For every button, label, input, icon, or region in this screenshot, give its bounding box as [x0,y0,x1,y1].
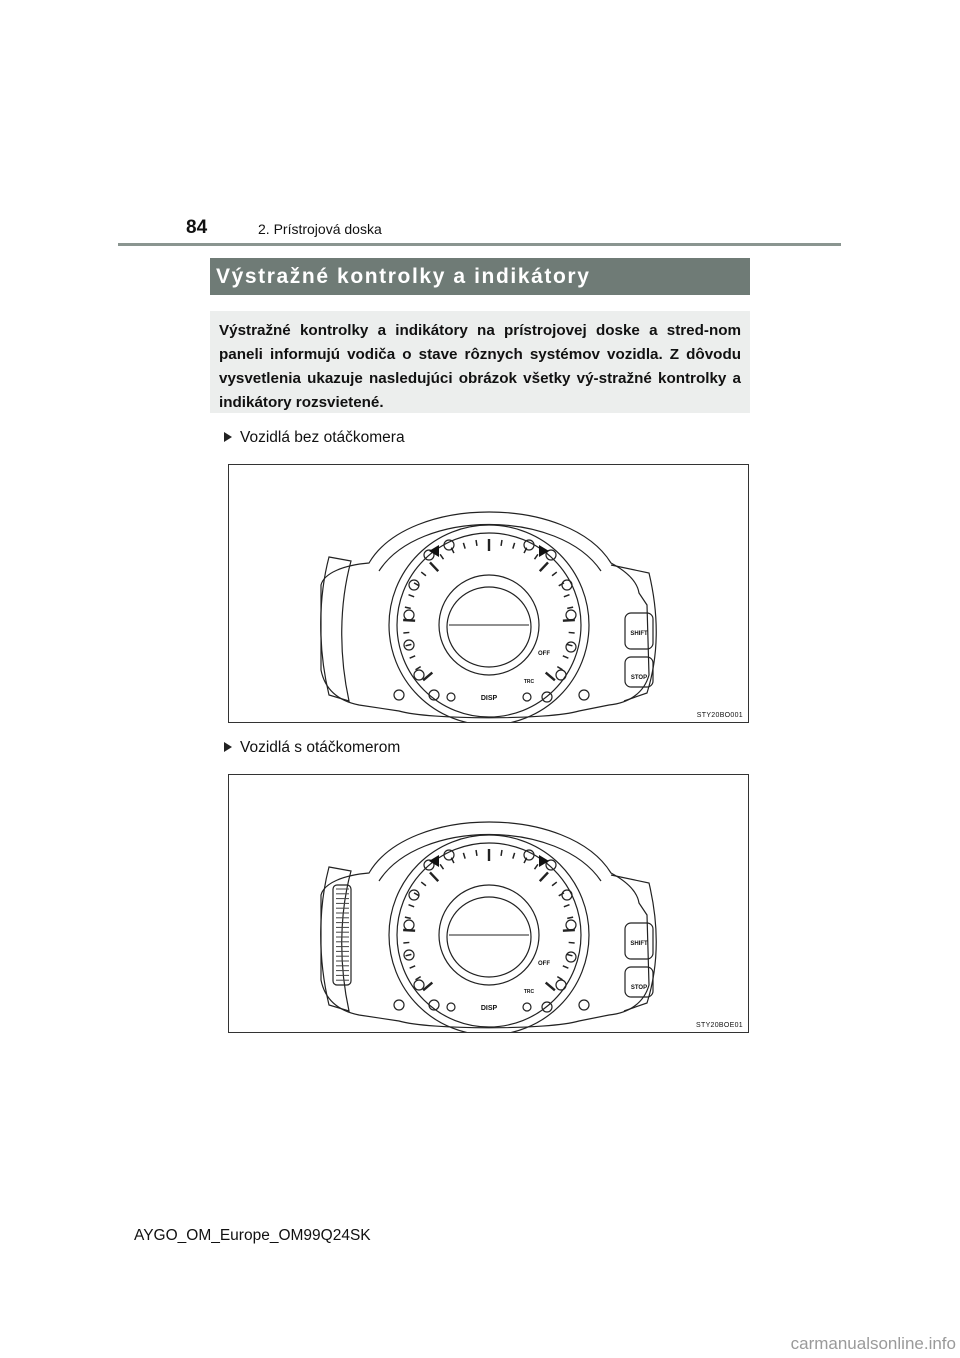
dial-tick [421,882,426,886]
main-dial [389,525,589,723]
trc-label: TRC [523,679,535,685]
dial-tick [501,850,502,856]
dial-tick [563,966,569,968]
figure-cluster-no-tachometer [228,464,749,723]
off-label: OFF [538,651,550,657]
shift-label: SHIFT [630,941,648,947]
trc-label: TRC [523,989,535,995]
warning-indicator-icon [566,610,576,620]
dial-tick [546,673,555,681]
bullet-triangle-icon [224,742,232,752]
warning-indicator-icon [414,670,424,680]
dial-tick [440,864,443,869]
warning-indicator-icon [566,642,576,652]
instrument-cluster-illustration [229,465,749,723]
page-heading: Výstražné kontrolky a indikátory [210,258,750,295]
dial-tick [569,942,575,943]
dial-tick [421,572,426,576]
cluster-housing [321,822,649,1028]
dial-tick [567,954,573,955]
off-label: OFF [538,961,550,967]
warning-indicator-icon [556,670,566,680]
dial-tick [567,607,573,608]
dial-tick [557,977,562,980]
dial-tick [430,562,438,571]
dial-tick [513,853,515,859]
warning-indicator-icon [556,980,566,990]
dial-tick [416,977,421,980]
dial-tick [406,954,412,955]
disp-label: DISP [480,1005,498,1012]
dial-tick [440,554,443,559]
disp-button-right-icon [523,1003,531,1011]
dial-tick [476,540,477,546]
dial-tick [535,554,538,559]
turn-right-icon [539,855,549,867]
dial-tick [540,872,548,881]
dial-tick [403,942,409,943]
page-number: 84 [186,217,208,238]
dial-tick [535,864,538,869]
dial-tick [552,882,557,886]
warning-indicator-icon [404,610,414,620]
dial-tick [406,644,412,645]
warning-indicator-icon [394,690,404,700]
dial-tick [409,595,415,597]
dial-tick [501,540,502,546]
warning-indicator-icon [579,690,589,700]
warning-indicator-icon [394,1000,404,1010]
dial-tick [564,595,570,597]
dial-tick [423,673,432,681]
dial-tick [416,667,421,670]
center-display [447,897,531,977]
dial-tick [564,905,570,907]
dial-tick [410,656,416,658]
dial-tick [409,905,415,907]
dial-tick [552,572,557,576]
header-rule [118,243,841,246]
figure-caption-1: Vozidlá bez otáčkomera [224,429,405,447]
cluster-housing [321,512,649,718]
dial-tick [559,893,564,896]
warning-indicator-icon [566,952,576,962]
figure-code: STY20BO001 [696,712,743,719]
main-dial [389,835,589,1033]
dial-tick [410,966,416,968]
left-wing [321,557,351,701]
disp-button-left-icon [447,693,455,701]
warning-indicator-icon [566,920,576,930]
dial-tick [423,983,432,991]
dial-tick [403,632,409,633]
dial-tick [405,607,411,608]
stop-label: STOP [630,985,648,991]
warning-indicator-icon [404,920,414,930]
dial-tick [559,583,564,586]
instrument-cluster-illustration [229,775,749,1033]
dial-tick [463,853,465,859]
intro-text: Výstražné kontrolky a indikátory na prístrojovej doske a stred-nom paneli informujú vodiča o stave rôznych systémov vozidla. Z dôvodu vysvetlenia ukazuje nasledujúci obrázok všetky vý-stražné kontrolky a indikátory rozsvietené. [210,311,750,413]
watermark: carmanualsonline.info [790,1334,956,1353]
figure-code: STY20BOE01 [696,1022,743,1029]
dial-tick [513,543,515,549]
warning-indicator-icon [414,980,424,990]
dial-tick [476,850,477,856]
dial-tick [567,917,573,918]
figure-caption-2: Vozidlá s otáčkomerom [224,739,400,757]
dial-tick [569,632,575,633]
warning-indicator-icon [579,1000,589,1010]
warning-indicator-icon [562,890,572,900]
dial-tick [557,667,562,670]
figure-cluster-with-tachometer [228,774,749,1033]
center-display [447,587,531,667]
bullet-triangle-icon [224,432,232,442]
dial-tick [430,872,438,881]
document-footer: AYGO_OM_Europe_OM99Q24SK [134,1227,371,1244]
stop-label: STOP [630,675,648,681]
disp-button-left-icon [447,1003,455,1011]
shift-label: SHIFT [630,631,648,637]
disp-label: DISP [480,695,498,702]
dial-tick [563,656,569,658]
dial-tick [463,543,465,549]
turn-right-icon [539,545,549,557]
warning-indicator-icon [562,580,572,590]
section-title: 2. Prístrojová doska [258,221,382,237]
dial-tick [405,917,411,918]
dial-tick [546,983,555,991]
disp-button-right-icon [523,693,531,701]
dial-tick [567,644,573,645]
dial-tick [540,562,548,571]
